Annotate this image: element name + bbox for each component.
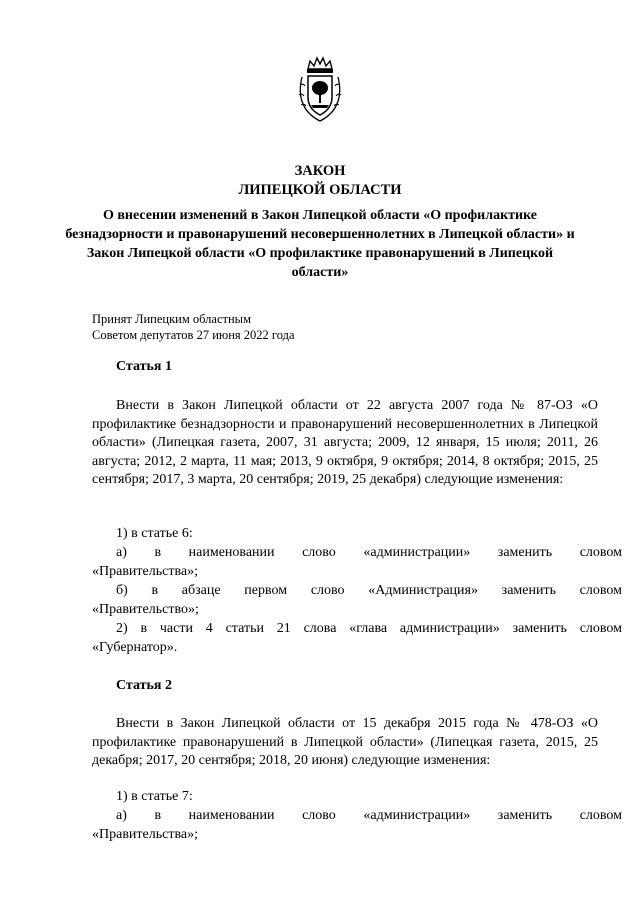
article-1-heading: Статья 1 bbox=[116, 359, 172, 374]
article-1-item-1a: а) в наименовании слово «администрации» заменить словом bbox=[116, 545, 622, 560]
article-1-item-2-cont: «Губернатор». bbox=[92, 640, 178, 655]
article-1-intro: Внести в Закон Липецкой области от 22 августа 2007 года № 87-ОЗ «О профилактике безнадзорности и правонарушений несовершеннолетних в Липецкой области» (Липецкая газета, 2007, 31 августа; 2009, 12 января, 15 июля; 2011, 26 августа; 2012, 2 марта, 11 мая; 2013, 9 октября, 9 октября; 2014, 8 октября; 2015, 25 сентября; 2017, 3 марта, 20 сентября; 2019, 25 декабря) следующие изменения: bbox=[92, 398, 598, 488]
article-1-item-1a-cont: «Правительства»; bbox=[92, 564, 198, 579]
article-1-item-1b-cont: «Правительство»; bbox=[92, 602, 199, 617]
adoption-line-2: Советом депутатов 27 июня 2022 года bbox=[92, 327, 295, 342]
coat-of-arms-icon bbox=[296, 55, 344, 125]
article-2-heading: Статья 2 bbox=[116, 678, 172, 693]
article-1-item-2: 2) в части 4 статьи 21 слова «глава администрации» заменить словом bbox=[116, 621, 622, 636]
adoption-note bbox=[92, 312, 295, 343]
region-title: ЛИПЕЦКОЙ ОБЛАСТИ bbox=[238, 182, 402, 198]
article-2-item-1a: а) в наименовании слово «администрации» заменить словом bbox=[116, 808, 622, 823]
law-title: ЗАКОН bbox=[294, 163, 346, 179]
article-2-intro: Внести в Закон Липецкой области от 15 декабря 2015 года № 478-ОЗ «О профилактике правонарушений в Липецкой области» (Липецкая газета, 2015, 25 декабря; 2017, 20 сентября; 2018, 20 июня) следующие изменения: bbox=[92, 716, 598, 769]
article-1-item-1b: б) в абзаце первом слово «Администрация» заменить словом bbox=[116, 583, 622, 598]
law-subtitle: О внесении изменений в Закон Липецкой области «О профилактике безнадзорности и правонарушений несовершеннолетних в Липецкой области» и Закон Липецкой области «О профилактике правонарушений в Липецкой области» bbox=[65, 208, 575, 280]
article-2-item-1: 1) в статье 7: bbox=[116, 789, 193, 804]
article-1-item-1: 1) в статье 6: bbox=[116, 526, 193, 541]
adoption-line-1: Принят Липецким областным bbox=[92, 312, 251, 326]
article-2-item-1a-cont: «Правительства»; bbox=[92, 827, 198, 842]
